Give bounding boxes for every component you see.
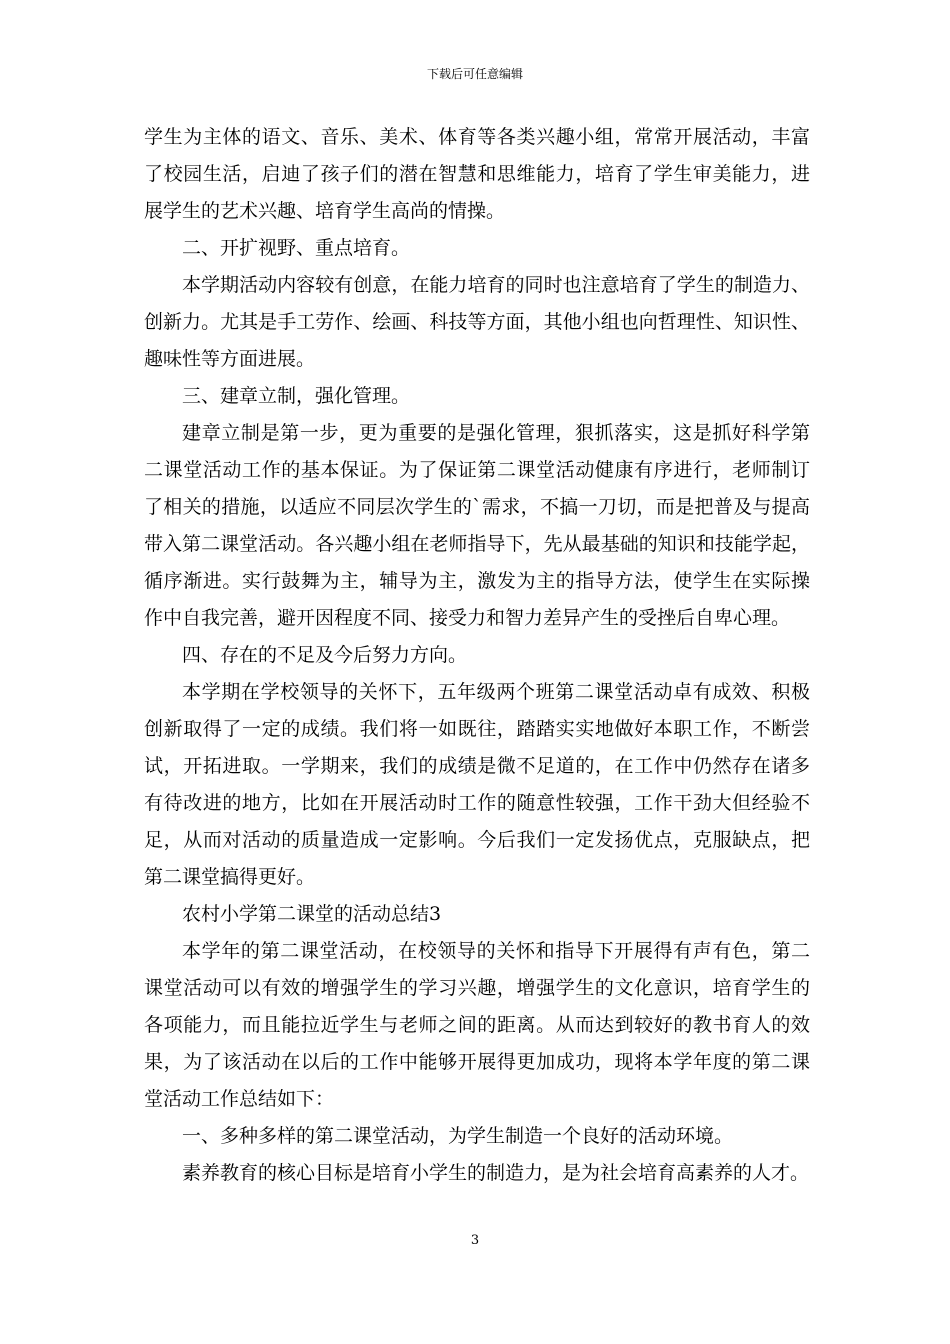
text-line: 作中自我完善，避开因程度不同、接受力和智力差异产生的受挫后自卑心理。	[144, 607, 791, 629]
text-line: 了相关的措施，以适应不同层次学生的`需求，不搞一刀切，而是把普及与提高	[144, 496, 810, 518]
page-header: 下载后可任意编辑	[426, 67, 523, 81]
text-line: 本学期活动内容较有创意，在能力培育的同时也注意培育了学生的制造力、	[182, 274, 810, 296]
text-line: 第二课堂搞得更好。	[144, 866, 316, 888]
text-line: 有待改进的地方，比如在开展活动时工作的随意性较强，工作干劲大但经验不	[144, 792, 810, 814]
page-number: 3	[470, 1233, 480, 1248]
section-heading: 一、多种多样的第二课堂活动，为学生制造一个良好的活动环境。	[182, 1125, 734, 1147]
text-line: 建章立制是第一步，更为重要的是强化管理，狠抓落实，这是抓好科学第	[182, 422, 810, 444]
text-line: 素养教育的核心目标是培育小学生的制造力，是为社会培育高素养的人才。	[182, 1162, 810, 1184]
text-line: 学生为主体的语文、音乐、美术、体育等各类兴趣小组，常常开展活动，丰富	[144, 126, 810, 148]
text-line: 展学生的艺术兴趣、培育学生高尚的情操。	[144, 200, 506, 222]
text-line: 二课堂活动工作的基本保证。为了保证第二课堂活动健康有序进行，老师制订	[144, 459, 810, 481]
text-line: 果，为了该活动在以后的工作中能够开展得更加成功，现将本学年度的第二课	[144, 1051, 810, 1073]
section-heading: 二、开扩视野、重点培育。	[182, 237, 411, 259]
text-line: 课堂活动可以有效的增强学生的学习兴趣，增强学生的文化意识，培育学生的	[144, 977, 810, 999]
document-body	[144, 119, 810, 1192]
text-line: 趣味性等方面进展。	[144, 348, 316, 370]
text-line: 各项能力，而且能拉近学生与老师之间的距离。从而达到较好的教书育人的效	[144, 1014, 810, 1036]
section-heading: 三、建章立制，强化管理。	[182, 385, 411, 407]
text-line: 循序渐进。实行鼓舞为主，辅导为主，激发为主的指导方法，使学生在实际操	[144, 570, 810, 592]
text-line: 带入第二课堂活动。各兴趣小组在老师指导下，先从最基础的知识和技能学起，	[144, 533, 810, 555]
text-line: 试，开拓进取。一学期来，我们的成绩是微不足道的，在工作中仍然存在诸多	[144, 755, 810, 777]
section-heading: 四、存在的不足及今后努力方向。	[182, 644, 468, 666]
text-line: 本学期在学校领导的关怀下，五年级两个班第二课堂活动卓有成效、积极	[182, 681, 810, 703]
text-line: 了校园生活，启迪了孩子们的潜在智慧和思维能力，培育了学生审美能力，进	[144, 163, 810, 185]
text-line: 创新取得了一定的成绩。我们将一如既往，踏踏实实地做好本职工作，不断尝	[144, 718, 810, 740]
text-line: 创新力。尤其是手工劳作、绘画、科技等方面，其他小组也向哲理性、知识性、	[144, 311, 810, 333]
text-line: 足，从而对活动的质量造成一定影响。今后我们一定发扬优点，克服缺点，把	[144, 829, 810, 851]
text-line: 本学年的第二课堂活动，在校领导的关怀和指导下开展得有声有色，第二	[182, 940, 810, 962]
text-line: 堂活动工作总结如下：	[144, 1088, 335, 1110]
article-title: 农村小学第二课堂的活动总结3	[182, 903, 442, 925]
